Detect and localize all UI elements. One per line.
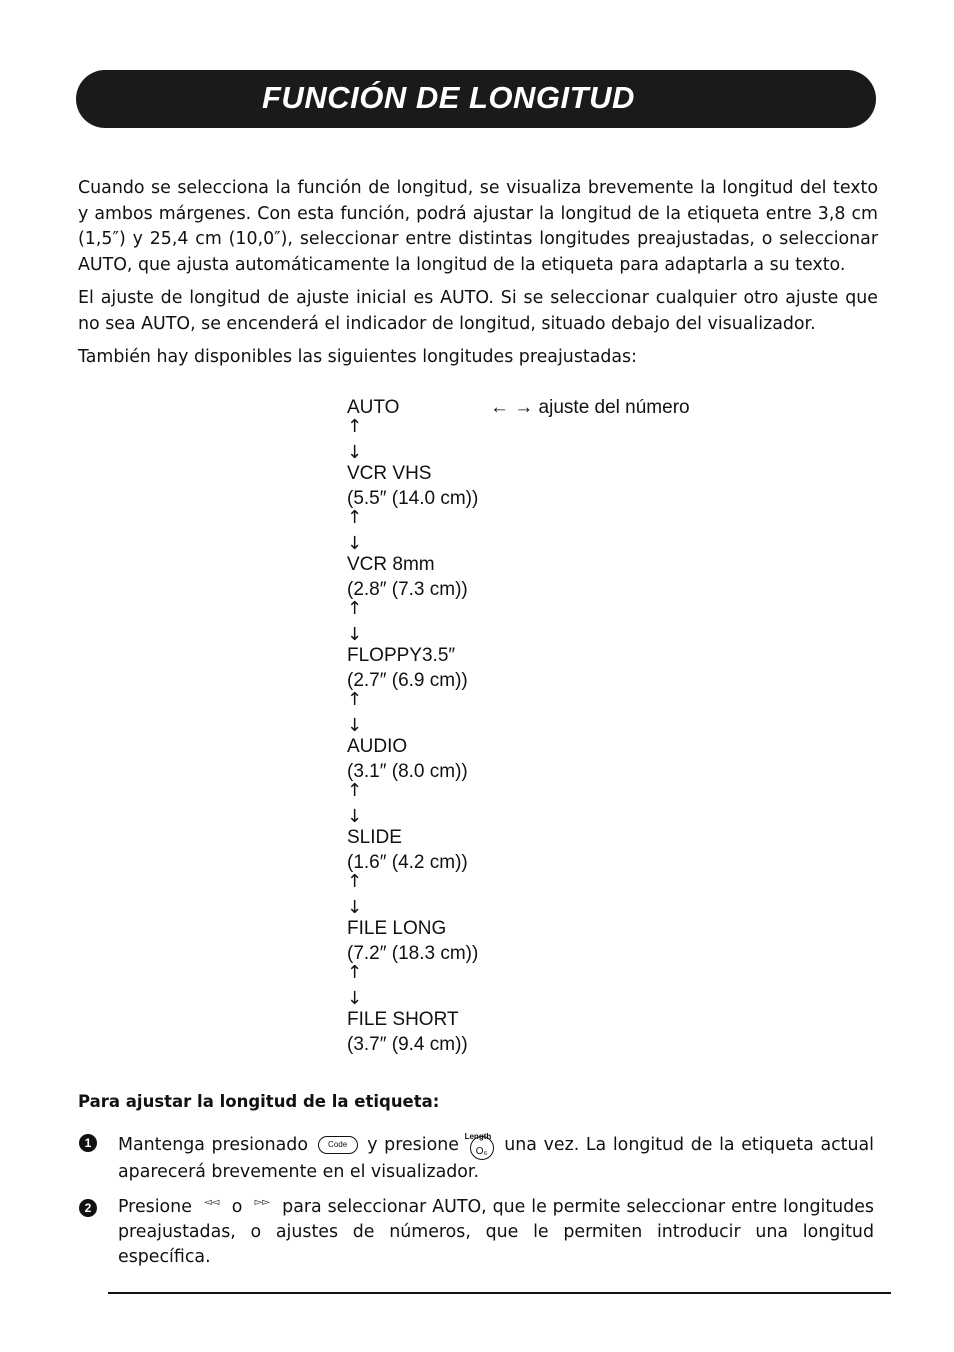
down-arrow-icon: ↓: [347, 897, 363, 918]
bottom-divider: [108, 1292, 891, 1294]
up-arrow-icon: ↑: [347, 871, 363, 892]
code-key-icon: Code: [318, 1136, 358, 1154]
up-arrow-icon: ↑: [347, 689, 363, 710]
page-title: FUNCIÓN DE LONGITUD: [262, 80, 635, 115]
default-paragraph: El ajuste de longitud de ajuste inicial es AUTO. Si se seleccionar cualquier otro ajuste que no sea AUTO, se encenderá el indicador de longitud, situado debajo del visualizador.: [78, 288, 878, 334]
intro-paragraph: Cuando se selecciona la función de longitud, se visualiza brevemente la longitud del texto y ambos márgenes. Con esta función, podrá ajustar la longitud de la etiqueta entre 3,8 cm (1,5″) y 25,4 cm (10,0″), seleccionar entre distintas longitudes preajustadas, o seleccionar AUTO, que ajusta automáticamente la longitud de la etiqueta para adaptarla a su texto.: [78, 178, 878, 275]
step-text: Mantenga presionado: [118, 1135, 308, 1155]
up-arrow-icon: ↑: [347, 962, 363, 983]
rewind-key-icon: ◅◅: [204, 1197, 220, 1208]
preset-size: (1.6″ (4.2 cm)): [347, 852, 468, 873]
preset-size: (2.7″ (6.9 cm)): [347, 670, 468, 691]
preset-name: VCR VHS: [347, 463, 432, 484]
step-text: para seleccionar AUTO, que le permite seleccionar entre longitudes preajustadas, o ajustes de números, que le permiten introducir una longitud específica.: [118, 1197, 874, 1267]
presets-intro-paragraph: También hay disponibles las siguientes longitudes preajustadas:: [78, 347, 637, 367]
preset-name: AUDIO: [347, 736, 408, 757]
up-arrow-icon: ↑: [347, 780, 363, 801]
preset-name: FILE SHORT: [347, 1009, 459, 1030]
forward-key-icon: ▻▻: [254, 1197, 270, 1208]
preset-name: VCR 8mm: [347, 554, 435, 575]
preset-size: (5.5″ (14.0 cm)): [347, 488, 479, 509]
title-banner: [76, 70, 876, 128]
procedure-heading: Para ajustar la longitud de la etiqueta:: [78, 1092, 440, 1111]
preset-name: FLOPPY3.5″: [347, 645, 456, 666]
preset-auto: AUTO: [347, 397, 400, 418]
down-arrow-icon: ↓: [347, 533, 363, 554]
up-arrow-icon: ↑: [347, 598, 363, 619]
step-text: una vez. La longitud de la etiqueta actual aparecerá brevemente en el visualizador.: [118, 1135, 875, 1182]
number-adjust-note: ← → ajuste del número: [490, 397, 690, 418]
down-arrow-icon: ↓: [347, 715, 363, 736]
step-text: Presione: [118, 1197, 192, 1217]
preset-size: (3.1″ (8.0 cm)): [347, 761, 468, 782]
preset-size: (2.8″ (7.3 cm)): [347, 579, 468, 600]
length-key-label: Length: [464, 1132, 492, 1141]
preset-size: (3.7″ (9.4 cm)): [347, 1034, 468, 1055]
step-1-text: [118, 1130, 874, 1185]
step-2-text: [118, 1195, 874, 1270]
step-text: o: [231, 1197, 243, 1217]
step-number-2: 2: [79, 1199, 97, 1217]
up-arrow-icon: ↑: [347, 416, 363, 437]
preset-size: (7.2″ (18.3 cm)): [347, 943, 479, 964]
down-arrow-icon: ↓: [347, 442, 363, 463]
up-arrow-icon: ↑: [347, 507, 363, 528]
down-arrow-icon: ↓: [347, 988, 363, 1009]
down-arrow-icon: ↓: [347, 624, 363, 645]
length-key-glyph: O₆: [475, 1146, 488, 1157]
preset-name: SLIDE: [347, 827, 402, 848]
preset-name: FILE LONG: [347, 918, 447, 939]
length-key-icon: [464, 1132, 494, 1160]
step-number-1: 1: [79, 1134, 97, 1152]
down-arrow-icon: ↓: [347, 806, 363, 827]
step-text: y presione: [367, 1135, 459, 1155]
